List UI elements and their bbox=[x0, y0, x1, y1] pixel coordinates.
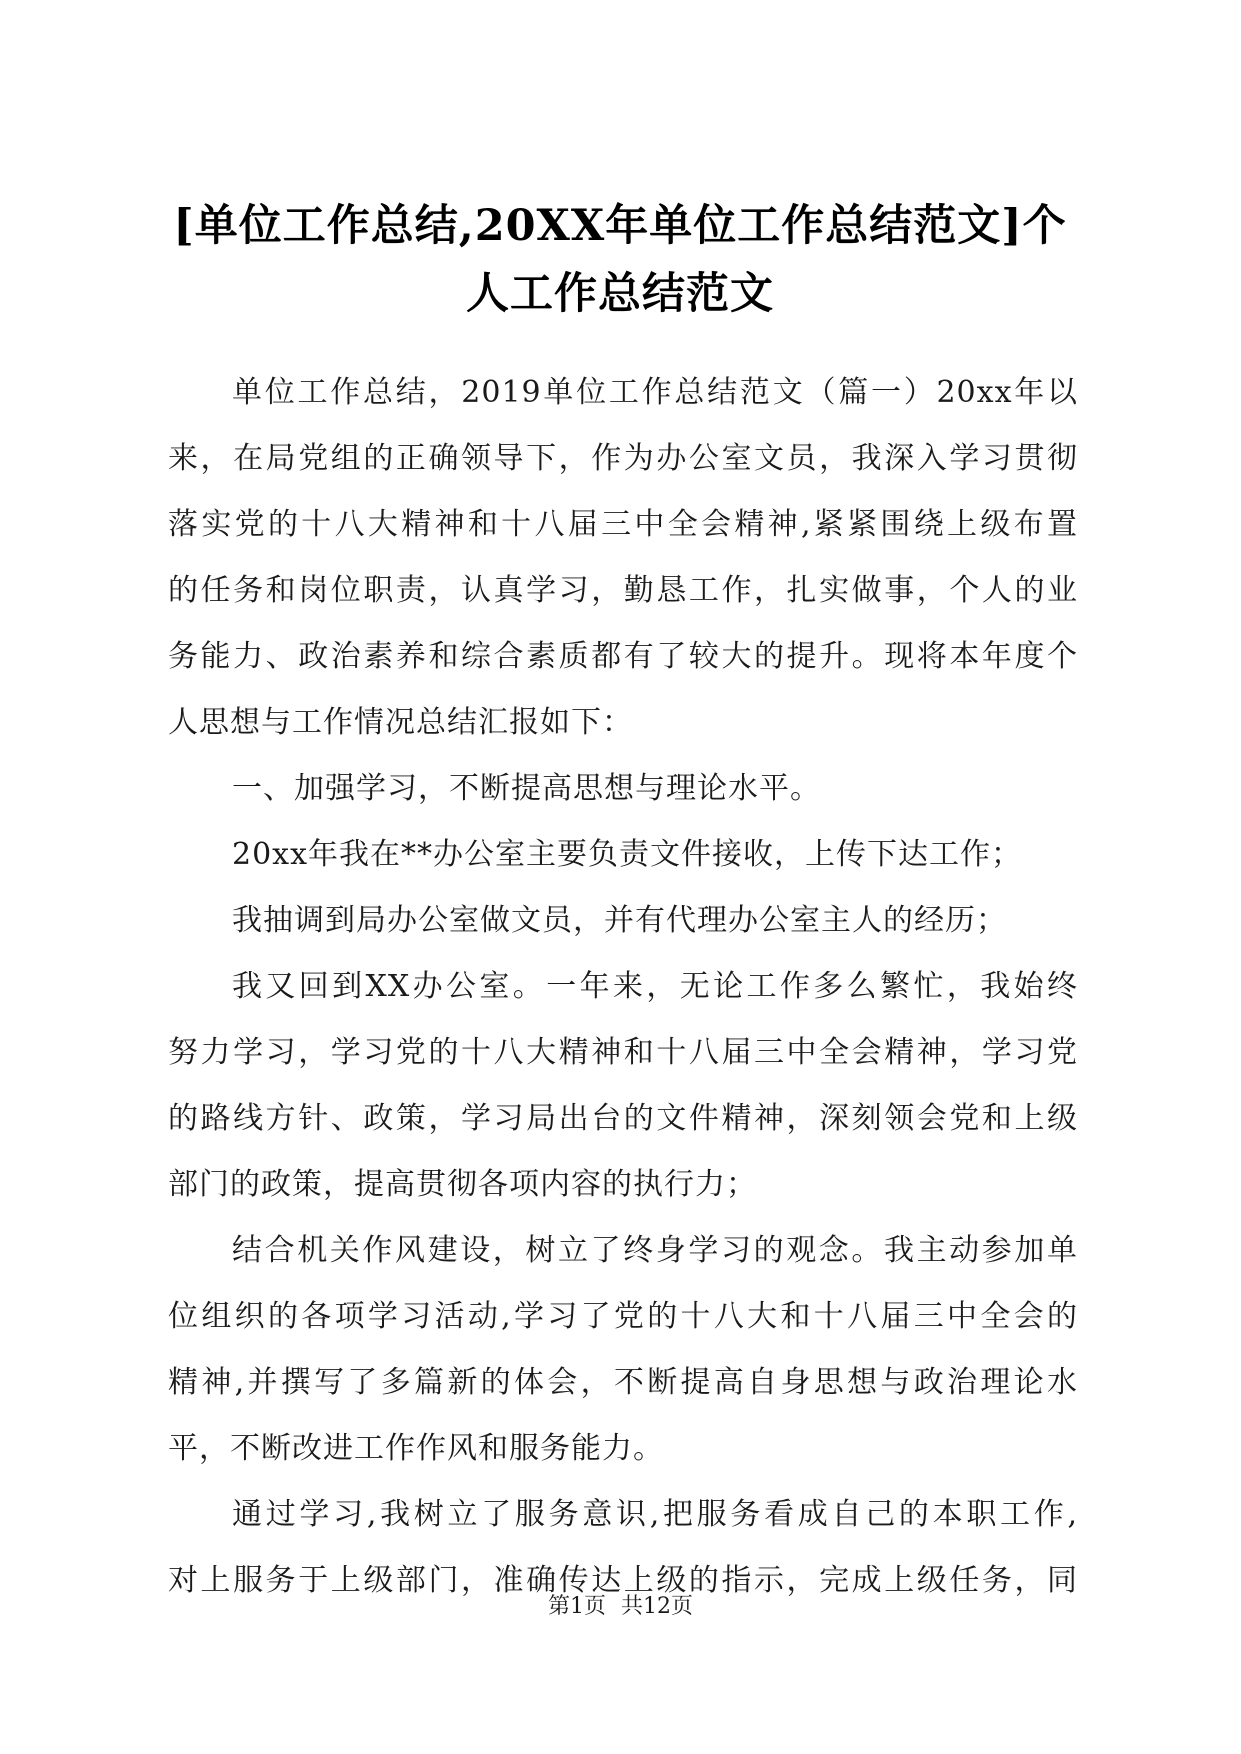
body-line: 努力学习，学习党的十八大精神和十八届三中全会精神，学习党 bbox=[168, 1035, 1078, 1070]
body-line: 务能力、政治素养和综合素质都有了较大的提升。现将本年度个 bbox=[168, 639, 1078, 674]
body-line: 平，不断改进工作作风和服务能力。 bbox=[168, 1431, 664, 1466]
body-line: 我抽调到局办公室做文员，并有代理办公室主人的经历； bbox=[232, 903, 1007, 938]
document-title bbox=[160, 192, 1080, 328]
body-line: 对上服务于上级部门，准确传达上级的指示，完成上级任务，同 bbox=[168, 1563, 1078, 1598]
body-line: 来，在局党组的正确领导下，作为办公室文员，我深入学习贯彻 bbox=[168, 441, 1078, 476]
title-line-1: [单位工作总结,20XX年单位工作总结范文]个 bbox=[173, 201, 1067, 251]
body-line: 的路线方针、政策，学习局出台的文件精神，深刻领会党和上级 bbox=[168, 1101, 1078, 1136]
body-line: 精神,并撰写了多篇新的体会，不断提高自身思想与政治理论水 bbox=[168, 1365, 1078, 1400]
page-total: 共12页 bbox=[621, 1594, 693, 1619]
body-line: 结合机关作风建设，树立了终身学习的观念。我主动参加单 bbox=[232, 1233, 1078, 1268]
body-line: 的任务和岗位职责，认真学习，勤恳工作，扎实做事，个人的业 bbox=[168, 573, 1078, 608]
body-line: 通过学习,我树立了服务意识,把服务看成自己的本职工作, bbox=[232, 1497, 1078, 1532]
body-line: 人思想与工作情况总结汇报如下： bbox=[168, 705, 633, 740]
section-heading: 一、加强学习，不断提高思想与理论水平。 bbox=[232, 771, 821, 806]
body-line: 位组织的各项学习活动,学习了党的十八大和十八届三中全会的 bbox=[168, 1299, 1078, 1334]
body-line: 单位工作总结，2019单位工作总结范文（篇一）20xx年以 bbox=[232, 375, 1078, 410]
body-line: 部门的政策，提高贯彻各项内容的执行力； bbox=[168, 1167, 757, 1202]
page-number: 第1页 bbox=[548, 1594, 606, 1619]
body-line: 20xx年我在**办公室主要负责文件接收，上传下达工作； bbox=[232, 837, 1023, 872]
title-line-2: 人工作总结范文 bbox=[466, 269, 774, 319]
body-line: 我又回到XX办公室。一年来，无论工作多么繁忙，我始终 bbox=[232, 969, 1078, 1004]
document-body bbox=[168, 360, 1078, 1614]
body-line: 落实党的十八大精神和十八届三中全会精神,紧紧围绕上级布置 bbox=[168, 507, 1078, 542]
page-footer bbox=[0, 1592, 1241, 1622]
